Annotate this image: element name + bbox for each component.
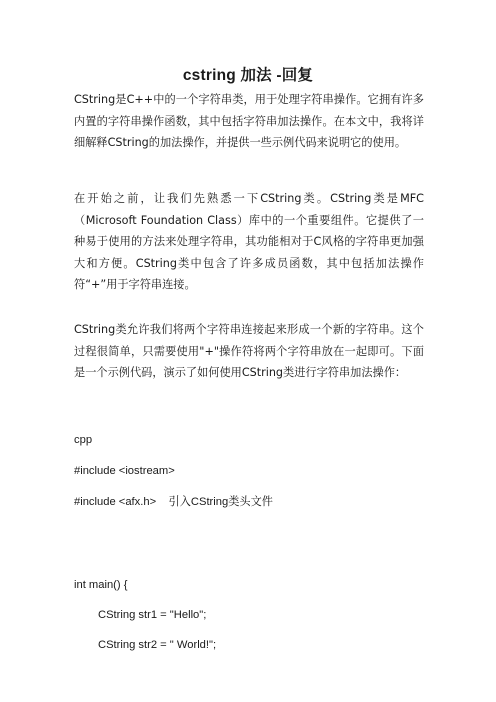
paragraph-intro: CString是C++中的一个字符串类，用于处理字符串操作。它拥有许多内置的字符串操作函数，其中包括字符串加法操作。在本文中，我将详细解释CString的加法操作，并提供一些示例代码来说明它的使用。 — [74, 93, 424, 150]
code-include-afx: #include <afx.h> 引入CString类头文件 — [74, 496, 273, 508]
paragraph-cstring-class: 在开始之前，让我们先熟悉一下CString类。CString类是MFC（Microsoft Foundation Class）库中的一个重要组件。它提供了一种易于使用的方法来处理字符串，其功能相对于C风格的字符串更加强大和方便。CString类中包含了许多成员函数，其中包括加法操作符“+”用于字符串连接。 — [74, 192, 424, 292]
document-title: cstring 加法 -回复 — [182, 67, 314, 84]
code-include-iostream: #include <iostream> — [74, 465, 175, 477]
code-statement-str1: CString str1 = "Hello"; — [98, 609, 207, 621]
code-main-declaration: int main() { — [74, 579, 128, 591]
paragraph-concatenation: CString类允许我们将两个字符串连接起来形成一个新的字符串。这个过程很简单，只需要使用"+"操作符将两个字符串放在一起即可。下面是一个示例代码，演示了如何使用CString类进行字符串加法操作： — [74, 323, 424, 380]
code-statement-str2: CString str2 = " World!"; — [98, 639, 217, 651]
code-language-label: cpp — [74, 434, 93, 446]
